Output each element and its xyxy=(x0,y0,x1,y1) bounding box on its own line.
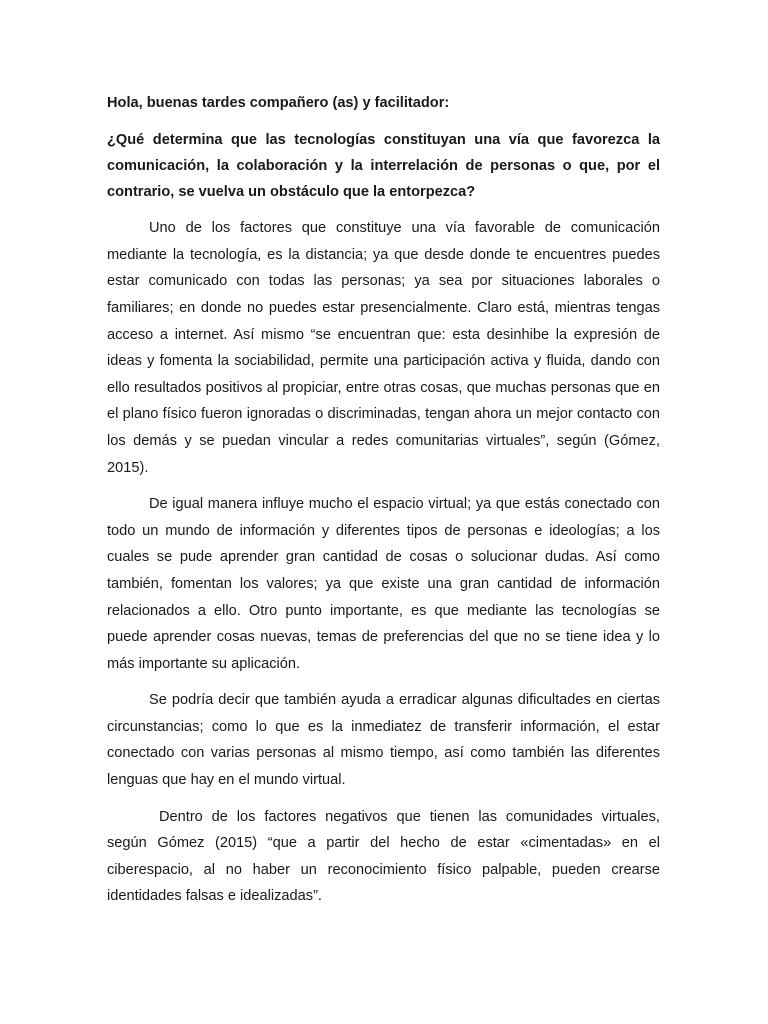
document-page xyxy=(107,90,660,920)
paragraph-difficulties: Se podría decir que también ayuda a erradicar algunas dificultades en ciertas circunstancias; como lo que es la inmediatez de transferir información, el estar conectado con varias personas al mismo tiempo, así como también las diferentes lenguas que hay en el mundo virtual. xyxy=(107,692,660,789)
question-heading: ¿Qué determina que las tecnologías constituyan una vía que favorezca la comunicación, la colaboración y la interrelación de personas o que, por el contrario, se vuelva un obstáculo que la entorpezca? xyxy=(107,131,660,200)
greeting: Hola, buenas tardes compañero (as) y facilitador: xyxy=(107,95,450,111)
paragraph-distance: Uno de los factores que constituye una vía favorable de comunicación mediante la tecnología, es la distancia; ya que desde donde te encuentres puedes estar comunicado con todas las personas; ya sea por situaciones laborales o familiares; en donde no puedes estar presencialmente. Claro está, mientras tengas acceso a internet. Así mismo “se encuentran que: esta desinhibe la expresión de ideas y fomenta la sociabilidad, permite una participación activa y fluida, dando con ello resultados positivos al propiciar, entre otras cosas, que muchas personas que en el plano físico fueron ignoradas o discriminadas, tengan ahora un mejor contacto con los demás y se puedan vincular a redes comunitarias virtuales”, según (Gómez, 2015). xyxy=(107,220,660,476)
paragraph-virtual-space: De igual manera influye mucho el espacio virtual; ya que estás conectado con todo un mundo de información y diferentes tipos de personas e ideologías; a los cuales se pude aprender gran cantidad de cosas o solucionar dudas. Así como también, fomentan los valores; ya que existe una gran cantidad de información relacionados a ello. Otro punto importante, es que mediante las tecnologías se puede aprender cosas nuevas, temas de preferencias del que no se tiene idea y lo más importante su aplicación. xyxy=(107,496,660,672)
paragraph-negative-factors: Dentro de los factores negativos que tienen las comunidades virtuales, según Gómez (2015) “que a partir del hecho de estar «cimentadas» en el ciberespacio, al no haber un reconocimiento físico palpable, pueden crearse identidades falsas e idealizadas”. xyxy=(107,808,660,905)
